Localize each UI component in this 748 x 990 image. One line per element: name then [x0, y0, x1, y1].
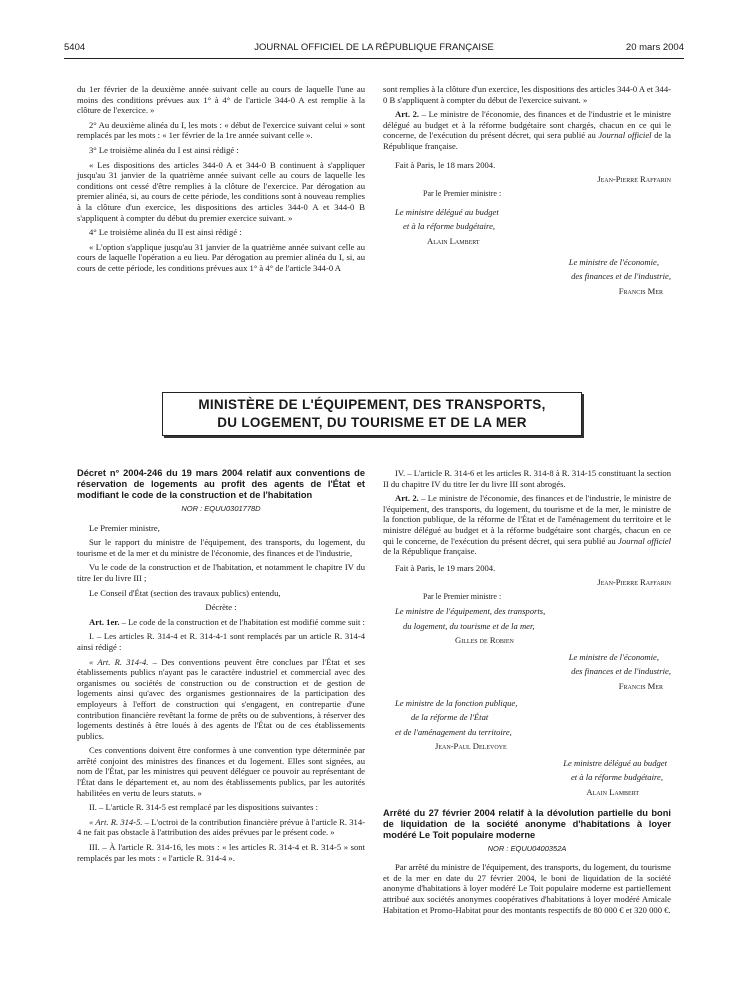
decree-title: Décret n° 2004-246 du 19 mars 2004 relatif aux conventions de réservation de logements au profit des agents de l'État et modifiant le code de la construction et de l'habitation	[77, 468, 365, 500]
article-1: Art. 1er. – Le code de la construction et de l'habitation est modifié comme suit :	[89, 616, 365, 627]
signatory-role: et à la réforme budgétaire,	[403, 221, 496, 232]
signatory-role: Le ministre délégué au budget	[563, 757, 667, 768]
signatory-role: et de l'aménagement du territoire,	[395, 726, 512, 737]
paragraph: 3° Le troisième alinéa du I est ainsi rédigé :	[89, 144, 239, 155]
paragraph: « Les dispositions des articles 344-0 A et 344-0 B continuent à s'appliquer jusqu'au 31 janvier de la quatrième année suivant celle au cours de laquelle les conditions ont cessé d'être remplies à la clôture de l'exercice. Par dérogation au premier alinéa, si, au cours de cette période, les conditions sont à nouveau remplies à la clôture d'un exercice, les dispositions des articles 344-0 A et 344-0 B s'appliquent à compter du début du premier exercice suivant. »	[77, 159, 365, 223]
signature-pm: Jean-Pierre Raffarin	[597, 174, 671, 185]
paragraph: du 1er février de la deuxième année suivant celle au cours de laquelle l'une au moins des conditions prévues aux 1° à 4° de l'article 344-0 A est remplie à la clôture de l'exercice. »	[77, 84, 365, 116]
paragraph: Le Premier ministre,	[89, 522, 160, 533]
signatory-role: Le ministre de l'équipement, des transports,	[395, 605, 546, 616]
article-label: Art. 2.	[395, 109, 420, 120]
article-r314-5: « Art. R. 314-5. – L'octroi de la contribution financière prévue à l'article R. 314-4 ne fait pas obstacle à l'attribution des aides prévues par le présent code. »	[77, 816, 365, 838]
signatory-role: et à la réforme budgétaire,	[570, 772, 663, 783]
signatory-name: Francis Mer	[618, 285, 663, 296]
done-at: Fait à Paris, le 18 mars 2004.	[395, 159, 496, 170]
signatory-role: Le ministre de l'économie,	[568, 256, 659, 267]
paragraph: I. – Les articles R. 314-4 et R. 314-4-1 sont remplacés par un article R. 314-4 ainsi rédigé :	[77, 631, 365, 652]
article-label: Art. 1er.	[89, 616, 120, 627]
article-2: Art. 2. – Le ministre de l'économie, des finances et de l'industrie, le ministre de l'équipement, des transports, du logement, du tourisme et de la mer, le ministre de la fonction publique, de la réforme de l'État et de l'aménagement du territoire et le ministre délégué au budget et à la réforme budgétaire sont chargés, chacun en ce qui le concerne, de l'exécution du présent décret, qui sera publié au Journal officiel de la République française.	[383, 493, 672, 557]
nor-reference: NOR : EQUU0400352A	[487, 843, 567, 853]
lower-left-column	[77, 468, 365, 867]
signatory-name: Alain Lambert	[427, 235, 480, 246]
signatory-name: Jean-Paul Delevoye	[435, 741, 507, 752]
signatory-role: Le ministre de la fonction publique,	[395, 697, 518, 708]
paragraph: 2° Au deuxième alinéa du I, les mots : « début de l'exercice suivant celui » sont remplacés par les mots : « 1er février de la 1re année suivant celle ».	[77, 119, 365, 141]
signatory-name: Francis Mer	[618, 680, 663, 691]
arrete-title: Arrêté du 27 février 2004 relatif à la dévolution partielle du boni de liquidation de la société anonyme d'habitations à loyer modéré Le Toit populaire moderne	[383, 807, 671, 840]
paragraph: III. – À l'article R. 314-16, les mots : « les articles R. 314-4 et R. 314-5 » sont remplacés par les mots : « l'article R. 314-4 ».	[77, 842, 365, 863]
paragraph: « L'option s'applique jusqu'au 31 janvier de la quatrième année suivant celle au cours de laquelle l'opération a eu lieu. Par dérogation au premier alinéa du I, si, au cours de cette période, les conditions prévues aux 1° à 4° de l'article 344-0 A	[77, 241, 365, 273]
decrete: Décrète :	[205, 602, 237, 613]
article-r314-4: « Art. R. 314-4. – Des conventions peuvent être conclues par l'État et ses établissements publics n'ayant pas le caractère industriel et commercial avec des organismes ou sociétés de construction ou de construction et de gestion de logements ainsi qu'avec des organismes gestionnaires de la participation des employeurs à l'effort de construction qui s'engagent, en contrepartie d'une contribution financière revêtant la forme de prêts ou de subventions, à réserver des logements destinés à être loués à des agents de l'État ou de ces établissements publics.	[77, 656, 365, 741]
lower-right-column	[383, 468, 671, 919]
issue-date: 20 mars 2004	[625, 42, 684, 53]
top-left-column	[77, 84, 365, 278]
signatory-role: des finances et de l'industrie,	[571, 666, 671, 677]
par-le-premier-ministre: Par le Premier ministre :	[423, 591, 502, 601]
paragraph: II. – L'article R. 314-5 est remplacé par les dispositions suivantes :	[89, 802, 318, 813]
article-2: Art. 2. – Le ministre de l'économie, des finances et de l'industrie et le ministre délégué au budget et à la réforme budgétaire sont chargés, chacun en ce qui le concerne, de l'exécution du présent décret, qui sera publié au Journal officiel de la République française.	[383, 109, 671, 151]
page-header	[64, 38, 684, 59]
signatory-role: de la réforme de l'État	[411, 712, 489, 723]
par-le-premier-ministre: Par le Premier ministre :	[423, 188, 502, 198]
signature-pm: Jean-Pierre Raffarin	[597, 577, 671, 588]
paragraph: Ces conventions doivent être conformes à une convention type déterminée par arrêté conjoint des ministres des finances et du logement. Elles sont signées, au nom de l'État, par les ministres qui peuvent déléguer ce pouvoir au représentant de l'État dans le département et, au nom des établissements publics, par les autorités habilitées en vertu de leurs statuts. »	[77, 745, 365, 798]
signatory-role: Le ministre délégué au budget	[395, 206, 499, 217]
paragraph: sont remplies à la clôture d'un exercice, les dispositions des articles 344-0 A et 344-0 B s'appliquent à compter du début de l'exercice suivant. »	[383, 84, 671, 105]
ministry-line: DU LOGEMENT, DU TOURISME ET DE LA MER	[217, 415, 527, 430]
signatory-name: Alain Lambert	[586, 787, 639, 798]
nor-reference: NOR : EQUU0301778D	[181, 504, 261, 513]
done-at: Fait à Paris, le 19 mars 2004.	[395, 562, 496, 573]
signatory-role: du logement, du tourisme et de la mer,	[403, 620, 535, 631]
signatory-role: des finances et de l'industrie,	[571, 271, 671, 282]
ministry-line: MINISTÈRE DE L'ÉQUIPEMENT, DES TRANSPORTS,	[198, 397, 546, 412]
page-number: 5404	[64, 42, 86, 53]
paragraph: 4° Le troisième alinéa du II est ainsi rédigé :	[89, 227, 242, 238]
paragraph: IV. – L'article R. 314-6 et les articles R. 314-8 à R. 314-15 constituant la section II du chapitre IV du titre Ier du livre III sont abrogés.	[383, 468, 671, 489]
paragraph: Vu le code de la construction et de l'habitation, et notamment le chapitre IV du titre Ier du livre III ;	[77, 562, 365, 583]
ministry-heading	[162, 392, 582, 436]
signatory-role: Le ministre de l'économie,	[568, 651, 659, 662]
signatory-name: Gilles de Robien	[455, 635, 514, 646]
top-right-column	[383, 84, 671, 300]
paragraph: Sur le rapport du ministre de l'équipement, des transports, du logement, du tourisme et de la mer et du ministre de l'économie, des finances et de l'industrie,	[77, 537, 365, 558]
paragraph: Par arrêté du ministre de l'équipement, des transports, du logement, du tourisme et de la mer en date du 27 février 2004, le boni de liquidation de la société anonyme d'habitations à loyer modéré Le Toit populaire moderne est partiellement attribué aux sociétés anonymes coopératives d'habitations à loyer modéré Amicale Habitation et Promo-Habitat pour des montants respectifs de 80 000 € et 320 000 €.	[383, 862, 671, 915]
journal-title: JOURNAL OFFICIEL DE LA RÉPUBLIQUE FRANÇAISE	[254, 42, 494, 53]
article-label: Art. 2.	[395, 493, 419, 504]
paragraph: Le Conseil d'État (section des travaux publics) entendu,	[89, 587, 281, 598]
